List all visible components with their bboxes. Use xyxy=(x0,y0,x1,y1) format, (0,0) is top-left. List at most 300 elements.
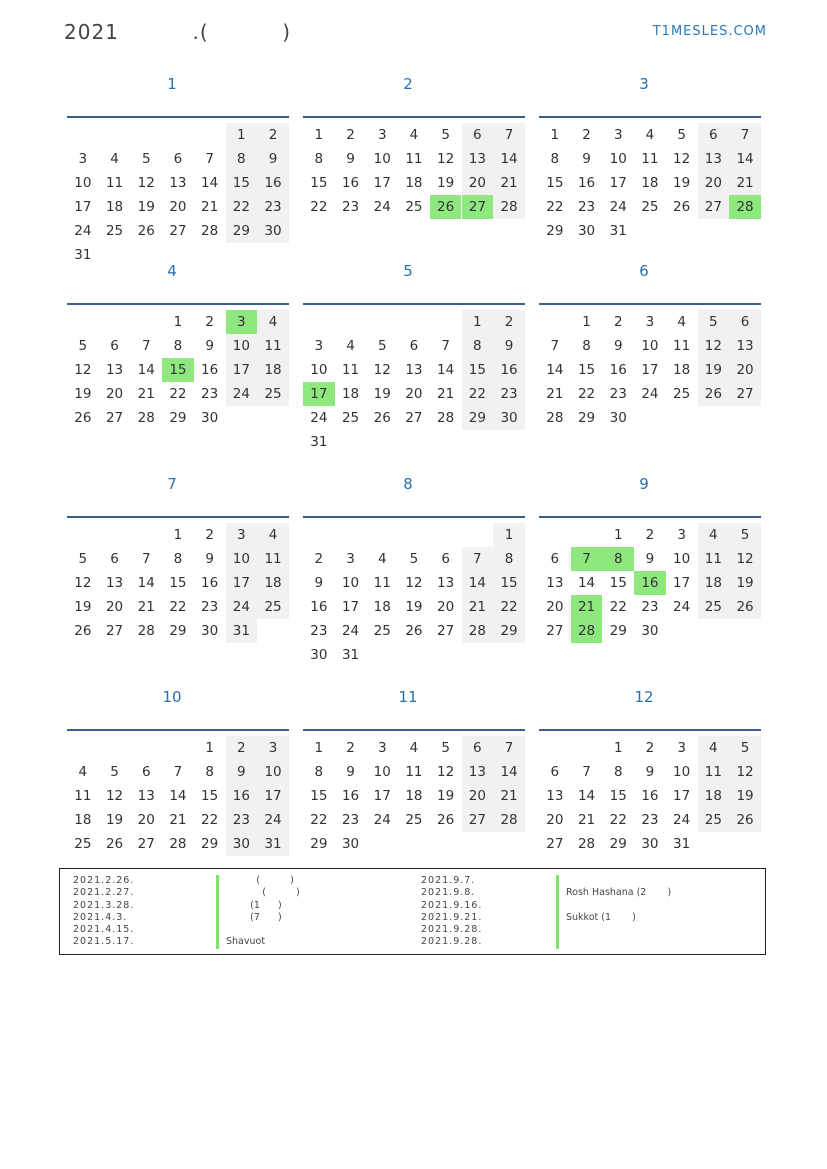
day-cell: 5 xyxy=(677,127,686,143)
day-cell: 9 xyxy=(257,147,289,171)
day-cell: 5 xyxy=(409,551,419,567)
day-cell: 7 xyxy=(141,551,151,567)
day-cell: 1 xyxy=(493,523,525,547)
legend-holiday-name: ( ) xyxy=(226,887,300,899)
legend-holiday-name: (7 ) xyxy=(226,911,282,923)
day-cell: 4 xyxy=(645,127,655,143)
day-cell: 17 xyxy=(673,575,691,591)
day-cell: 8 xyxy=(462,334,494,358)
day-cell: 9 xyxy=(582,151,591,167)
day-cell: 4 xyxy=(257,523,289,547)
page-title: 2021 .( ) xyxy=(64,20,292,44)
day-cell: 30 xyxy=(577,223,596,239)
day-cell: 14 xyxy=(493,147,525,171)
day-cell: 7 xyxy=(729,123,761,147)
day-cell: 2 xyxy=(346,127,355,143)
day-cell: 26 xyxy=(405,623,423,639)
day-cell: 5 xyxy=(78,551,88,567)
day-cell: 15 xyxy=(609,575,627,591)
day-cell: 14 xyxy=(493,760,525,784)
month-rule xyxy=(539,729,761,731)
month-rule xyxy=(67,303,289,305)
day-cell: 6 xyxy=(110,551,119,567)
day-cell: 7 xyxy=(462,547,494,571)
day-cell: 23 xyxy=(493,382,525,406)
holiday-day-cell: 27 xyxy=(462,195,494,219)
day-cell: 30 xyxy=(493,406,525,430)
day-cell: 10 xyxy=(373,151,391,167)
day-cell: 1 xyxy=(613,527,623,543)
day-cell: 5 xyxy=(729,736,761,760)
day-cell: 6 xyxy=(441,551,450,567)
day-cell: 24 xyxy=(341,623,360,639)
day-cell: 3 xyxy=(226,523,258,547)
month-rule xyxy=(303,303,525,305)
day-cell: 19 xyxy=(74,599,92,615)
day-cell: 12 xyxy=(373,362,391,378)
day-cell: 22 xyxy=(169,386,187,402)
day-cell: 29 xyxy=(201,836,219,852)
day-cell: 22 xyxy=(462,382,494,406)
month-title: 9 xyxy=(639,475,649,493)
day-cell: 31 xyxy=(341,647,360,663)
day-cell: 24 xyxy=(609,199,627,215)
day-cell: 26 xyxy=(373,410,391,426)
day-cell: 13 xyxy=(405,362,423,378)
legend-date: 2021.9.16. xyxy=(421,899,483,911)
day-cell: 25 xyxy=(698,808,730,832)
day-cell: 6 xyxy=(550,551,560,567)
day-cell: 2 xyxy=(205,314,214,330)
day-cell: 5 xyxy=(377,338,387,354)
day-cell: 21 xyxy=(462,595,494,619)
day-cell: 10 xyxy=(373,764,391,780)
day-cell: 13 xyxy=(462,147,494,171)
day-cell: 9 xyxy=(346,764,355,780)
day-cell: 11 xyxy=(105,175,124,191)
holiday-day-cell: 17 xyxy=(303,382,335,406)
day-cell: 7 xyxy=(493,736,525,760)
legend-holiday-name xyxy=(566,924,671,936)
day-cell: 6 xyxy=(462,736,494,760)
day-cell: 6 xyxy=(729,310,761,334)
day-cell: 25 xyxy=(341,410,360,426)
day-cell: 20 xyxy=(546,599,564,615)
day-cell: 29 xyxy=(577,410,596,426)
day-cell: 25 xyxy=(673,386,691,402)
month-title: 7 xyxy=(167,475,177,493)
day-cell: 30 xyxy=(201,623,219,639)
legend-holiday-name: Rosh Hashana (2 ) xyxy=(566,887,672,899)
day-cell: 15 xyxy=(577,362,596,378)
day-cell: 18 xyxy=(405,788,423,804)
day-cell: 21 xyxy=(169,812,187,828)
day-cell: 13 xyxy=(169,175,187,191)
day-cell: 10 xyxy=(673,551,691,567)
day-cell: 28 xyxy=(137,623,155,639)
holiday-day-cell: 3 xyxy=(226,310,258,334)
day-cell: 2 xyxy=(582,127,591,143)
legend-holiday-name: ( ) xyxy=(226,875,294,886)
day-cell: 8 xyxy=(173,551,183,567)
holiday-day-cell: 16 xyxy=(634,571,666,595)
legend-date: 2021.9.28. xyxy=(421,936,483,948)
day-cell: 2 xyxy=(314,551,324,567)
day-cell: 7 xyxy=(582,764,591,780)
day-cell: 27 xyxy=(105,623,124,639)
legend-holiday-name: Sukkot (1 ) xyxy=(566,911,636,923)
day-cell: 4 xyxy=(409,740,419,756)
day-cell: 17 xyxy=(341,599,360,615)
holiday-day-cell: 8 xyxy=(602,547,634,571)
month-rule xyxy=(67,516,289,518)
day-cell: 13 xyxy=(437,575,455,591)
day-cell: 10 xyxy=(226,334,258,358)
day-cell: 14 xyxy=(437,362,455,378)
day-cell: 21 xyxy=(546,386,564,402)
day-cell: 21 xyxy=(493,784,525,808)
day-cell: 17 xyxy=(373,175,391,191)
day-cell: 27 xyxy=(105,410,124,426)
month-rule xyxy=(539,303,761,305)
day-cell: 24 xyxy=(257,808,289,832)
day-cell: 29 xyxy=(169,623,187,639)
day-cell: 25 xyxy=(405,199,423,215)
day-cell: 12 xyxy=(437,764,455,780)
day-cell: 1 xyxy=(173,527,183,543)
day-cell: 12 xyxy=(74,362,92,378)
day-cell: 12 xyxy=(74,575,92,591)
month-4 xyxy=(67,262,289,462)
month-5 xyxy=(303,262,525,462)
day-cell: 6 xyxy=(462,123,494,147)
day-cell: 31 xyxy=(257,832,289,856)
day-cell: 20 xyxy=(546,812,564,828)
day-cell: 3 xyxy=(377,127,387,143)
day-cell: 26 xyxy=(729,595,761,619)
day-cell: 4 xyxy=(78,764,88,780)
day-cell: 19 xyxy=(698,358,730,382)
day-cell: 12 xyxy=(673,151,691,167)
day-cell: 16 xyxy=(493,358,525,382)
day-cell: 18 xyxy=(641,175,659,191)
day-cell: 28 xyxy=(137,410,155,426)
month-rule xyxy=(67,729,289,731)
day-cell: 19 xyxy=(673,175,691,191)
day-cell: 16 xyxy=(609,362,627,378)
day-cell: 24 xyxy=(373,812,391,828)
day-cell: 24 xyxy=(74,223,92,239)
day-cell: 2 xyxy=(645,527,655,543)
day-cell: 13 xyxy=(105,575,124,591)
day-cell: 6 xyxy=(110,338,119,354)
day-cell: 1 xyxy=(226,123,258,147)
day-cell: 20 xyxy=(698,171,730,195)
day-cell: 28 xyxy=(493,808,525,832)
day-cell: 18 xyxy=(373,599,391,615)
day-cell: 18 xyxy=(257,571,289,595)
day-cell: 21 xyxy=(201,199,219,215)
day-cell: 11 xyxy=(698,547,730,571)
month-rule xyxy=(539,516,761,518)
day-cell: 25 xyxy=(105,223,124,239)
day-cell: 18 xyxy=(673,362,691,378)
day-cell: 9 xyxy=(205,551,214,567)
day-cell: 1 xyxy=(550,127,560,143)
day-cell: 5 xyxy=(110,764,119,780)
day-cell: 30 xyxy=(226,832,258,856)
day-cell: 22 xyxy=(609,812,627,828)
day-cell: 4 xyxy=(110,151,119,167)
day-cell: 22 xyxy=(609,599,627,615)
day-cell: 24 xyxy=(673,599,691,615)
day-cell: 17 xyxy=(226,358,258,382)
day-cell: 5 xyxy=(141,151,151,167)
legend-divider xyxy=(556,875,559,949)
day-cell: 26 xyxy=(437,812,455,828)
day-cell: 21 xyxy=(137,386,155,402)
day-cell: 13 xyxy=(698,147,730,171)
legend-holiday-name: Shavuot xyxy=(226,936,266,948)
day-cell: 27 xyxy=(137,836,155,852)
day-cell: 3 xyxy=(613,127,623,143)
day-cell: 29 xyxy=(310,836,328,852)
day-cell: 26 xyxy=(729,808,761,832)
day-cell: 6 xyxy=(409,338,419,354)
day-cell: 23 xyxy=(609,386,627,402)
day-cell: 26 xyxy=(74,410,92,426)
day-cell: 7 xyxy=(173,764,183,780)
day-cell: 14 xyxy=(577,788,596,804)
day-cell: 8 xyxy=(226,147,258,171)
legend-left-names xyxy=(226,875,300,949)
day-cell: 27 xyxy=(546,623,564,639)
day-cell: 21 xyxy=(437,386,455,402)
day-cell: 15 xyxy=(226,171,258,195)
day-cell: 4 xyxy=(698,736,730,760)
month-title: 1 xyxy=(167,75,177,93)
month-rule xyxy=(303,729,525,731)
day-cell: 24 xyxy=(641,386,659,402)
day-cell: 30 xyxy=(257,219,289,243)
month-rule xyxy=(303,516,525,518)
day-cell: 10 xyxy=(257,760,289,784)
day-cell: 31 xyxy=(226,619,258,643)
day-cell: 3 xyxy=(346,551,355,567)
day-cell: 19 xyxy=(405,599,423,615)
day-cell: 9 xyxy=(645,551,655,567)
day-cell: 18 xyxy=(698,571,730,595)
legend-date: 2021.4.3. xyxy=(73,911,128,923)
month-title: 5 xyxy=(403,262,413,280)
day-cell: 30 xyxy=(609,410,627,426)
day-cell: 2 xyxy=(645,740,655,756)
day-cell: 10 xyxy=(310,362,328,378)
day-cell: 18 xyxy=(105,199,124,215)
day-cell: 29 xyxy=(546,223,564,239)
day-cell: 12 xyxy=(698,334,730,358)
day-cell: 9 xyxy=(205,338,214,354)
day-cell: 1 xyxy=(613,740,623,756)
day-cell: 13 xyxy=(546,575,564,591)
day-cell: 12 xyxy=(405,575,423,591)
day-cell: 31 xyxy=(310,434,328,450)
day-cell: 28 xyxy=(201,223,219,239)
day-cell: 11 xyxy=(257,547,289,571)
day-cell: 25 xyxy=(373,623,391,639)
day-cell: 18 xyxy=(405,175,423,191)
day-cell: 27 xyxy=(405,410,423,426)
month-rule xyxy=(67,116,289,118)
day-cell: 23 xyxy=(257,195,289,219)
month-1 xyxy=(67,75,289,275)
day-cell: 14 xyxy=(577,575,596,591)
day-cell: 1 xyxy=(462,310,494,334)
day-cell: 13 xyxy=(546,788,564,804)
day-cell: 18 xyxy=(341,386,360,402)
day-cell: 16 xyxy=(201,362,219,378)
day-cell: 16 xyxy=(257,171,289,195)
day-cell: 22 xyxy=(546,199,564,215)
day-cell: 20 xyxy=(462,784,494,808)
day-cell: 4 xyxy=(409,127,419,143)
day-cell: 22 xyxy=(226,195,258,219)
day-cell: 22 xyxy=(169,599,187,615)
day-cell: 15 xyxy=(169,575,187,591)
month-rule xyxy=(303,116,525,118)
day-cell: 25 xyxy=(257,382,289,406)
day-cell: 17 xyxy=(74,199,92,215)
day-cell: 24 xyxy=(673,812,691,828)
day-cell: 4 xyxy=(698,523,730,547)
day-cell: 5 xyxy=(441,740,450,756)
day-cell: 8 xyxy=(205,764,214,780)
day-cell: 2 xyxy=(346,740,355,756)
day-cell: 3 xyxy=(257,736,289,760)
day-cell: 30 xyxy=(341,836,360,852)
holiday-day-cell: 15 xyxy=(162,358,194,382)
day-cell: 7 xyxy=(205,151,214,167)
day-cell: 23 xyxy=(201,599,219,615)
holiday-day-cell: 26 xyxy=(430,195,462,219)
day-cell: 22 xyxy=(310,199,328,215)
day-cell: 27 xyxy=(169,223,187,239)
day-cell: 17 xyxy=(226,571,258,595)
day-cell: 5 xyxy=(698,310,730,334)
legend-divider xyxy=(216,875,219,949)
month-title: 11 xyxy=(398,688,418,706)
day-cell: 25 xyxy=(74,836,92,852)
day-cell: 23 xyxy=(641,812,659,828)
day-cell: 8 xyxy=(173,338,183,354)
day-cell: 1 xyxy=(205,740,214,756)
month-2 xyxy=(303,75,525,275)
day-cell: 5 xyxy=(729,523,761,547)
day-cell: 9 xyxy=(613,338,623,354)
day-cell: 7 xyxy=(493,123,525,147)
day-cell: 12 xyxy=(437,151,455,167)
holiday-day-cell: 7 xyxy=(571,547,603,571)
day-cell: 28 xyxy=(169,836,187,852)
day-cell: 23 xyxy=(310,623,328,639)
day-cell: 26 xyxy=(137,223,155,239)
day-cell: 10 xyxy=(341,575,360,591)
legend-date: 2021.3.28. xyxy=(73,899,135,911)
day-cell: 19 xyxy=(137,199,155,215)
day-cell: 17 xyxy=(609,175,627,191)
day-cell: 12 xyxy=(105,788,124,804)
day-cell: 22 xyxy=(493,595,525,619)
day-cell: 10 xyxy=(673,764,691,780)
month-rule xyxy=(539,116,761,118)
day-cell: 6 xyxy=(141,764,151,780)
day-cell: 11 xyxy=(74,788,92,804)
site-brand-link[interactable]: T1MESLES.COM xyxy=(652,24,767,39)
day-cell: 20 xyxy=(462,171,494,195)
day-cell: 14 xyxy=(169,788,187,804)
day-cell: 20 xyxy=(405,386,423,402)
day-cell: 25 xyxy=(698,595,730,619)
day-cell: 20 xyxy=(105,599,124,615)
day-cell: 11 xyxy=(673,338,691,354)
day-cell: 20 xyxy=(729,358,761,382)
day-cell: 23 xyxy=(226,808,258,832)
day-cell: 5 xyxy=(78,338,88,354)
day-cell: 5 xyxy=(441,127,450,143)
day-cell: 6 xyxy=(550,764,560,780)
legend-date: 2021.9.21. xyxy=(421,911,483,923)
day-cell: 4 xyxy=(346,338,355,354)
day-cell: 2 xyxy=(493,310,525,334)
month-8 xyxy=(303,475,525,675)
day-cell: 1 xyxy=(314,127,324,143)
day-cell: 9 xyxy=(645,764,655,780)
day-cell: 28 xyxy=(493,195,525,219)
day-cell: 30 xyxy=(310,647,328,663)
day-cell: 29 xyxy=(609,836,627,852)
day-cell: 14 xyxy=(546,362,564,378)
legend-holiday-name: (1 ) xyxy=(226,899,282,911)
legend-holiday-name xyxy=(226,924,300,936)
day-cell: 17 xyxy=(257,784,289,808)
holiday-day-cell: 21 xyxy=(571,595,603,619)
month-12 xyxy=(539,688,761,888)
day-cell: 11 xyxy=(641,151,659,167)
day-cell: 26 xyxy=(698,382,730,406)
day-cell: 30 xyxy=(201,410,219,426)
day-cell: 10 xyxy=(226,547,258,571)
day-cell: 2 xyxy=(205,527,214,543)
day-cell: 3 xyxy=(645,314,655,330)
day-cell: 20 xyxy=(105,386,124,402)
day-cell: 31 xyxy=(673,836,691,852)
month-10 xyxy=(67,688,289,888)
day-cell: 7 xyxy=(441,338,450,354)
day-cell: 22 xyxy=(577,386,596,402)
day-cell: 11 xyxy=(257,334,289,358)
day-cell: 29 xyxy=(169,410,187,426)
holiday-day-cell: 28 xyxy=(729,195,761,219)
day-cell: 16 xyxy=(226,784,258,808)
day-cell: 24 xyxy=(226,595,258,619)
day-cell: 3 xyxy=(78,151,88,167)
day-cell: 11 xyxy=(341,362,360,378)
day-cell: 19 xyxy=(729,784,761,808)
day-cell: 23 xyxy=(577,199,596,215)
day-cell: 16 xyxy=(641,788,659,804)
day-cell: 2 xyxy=(613,314,623,330)
day-cell: 15 xyxy=(462,358,494,382)
